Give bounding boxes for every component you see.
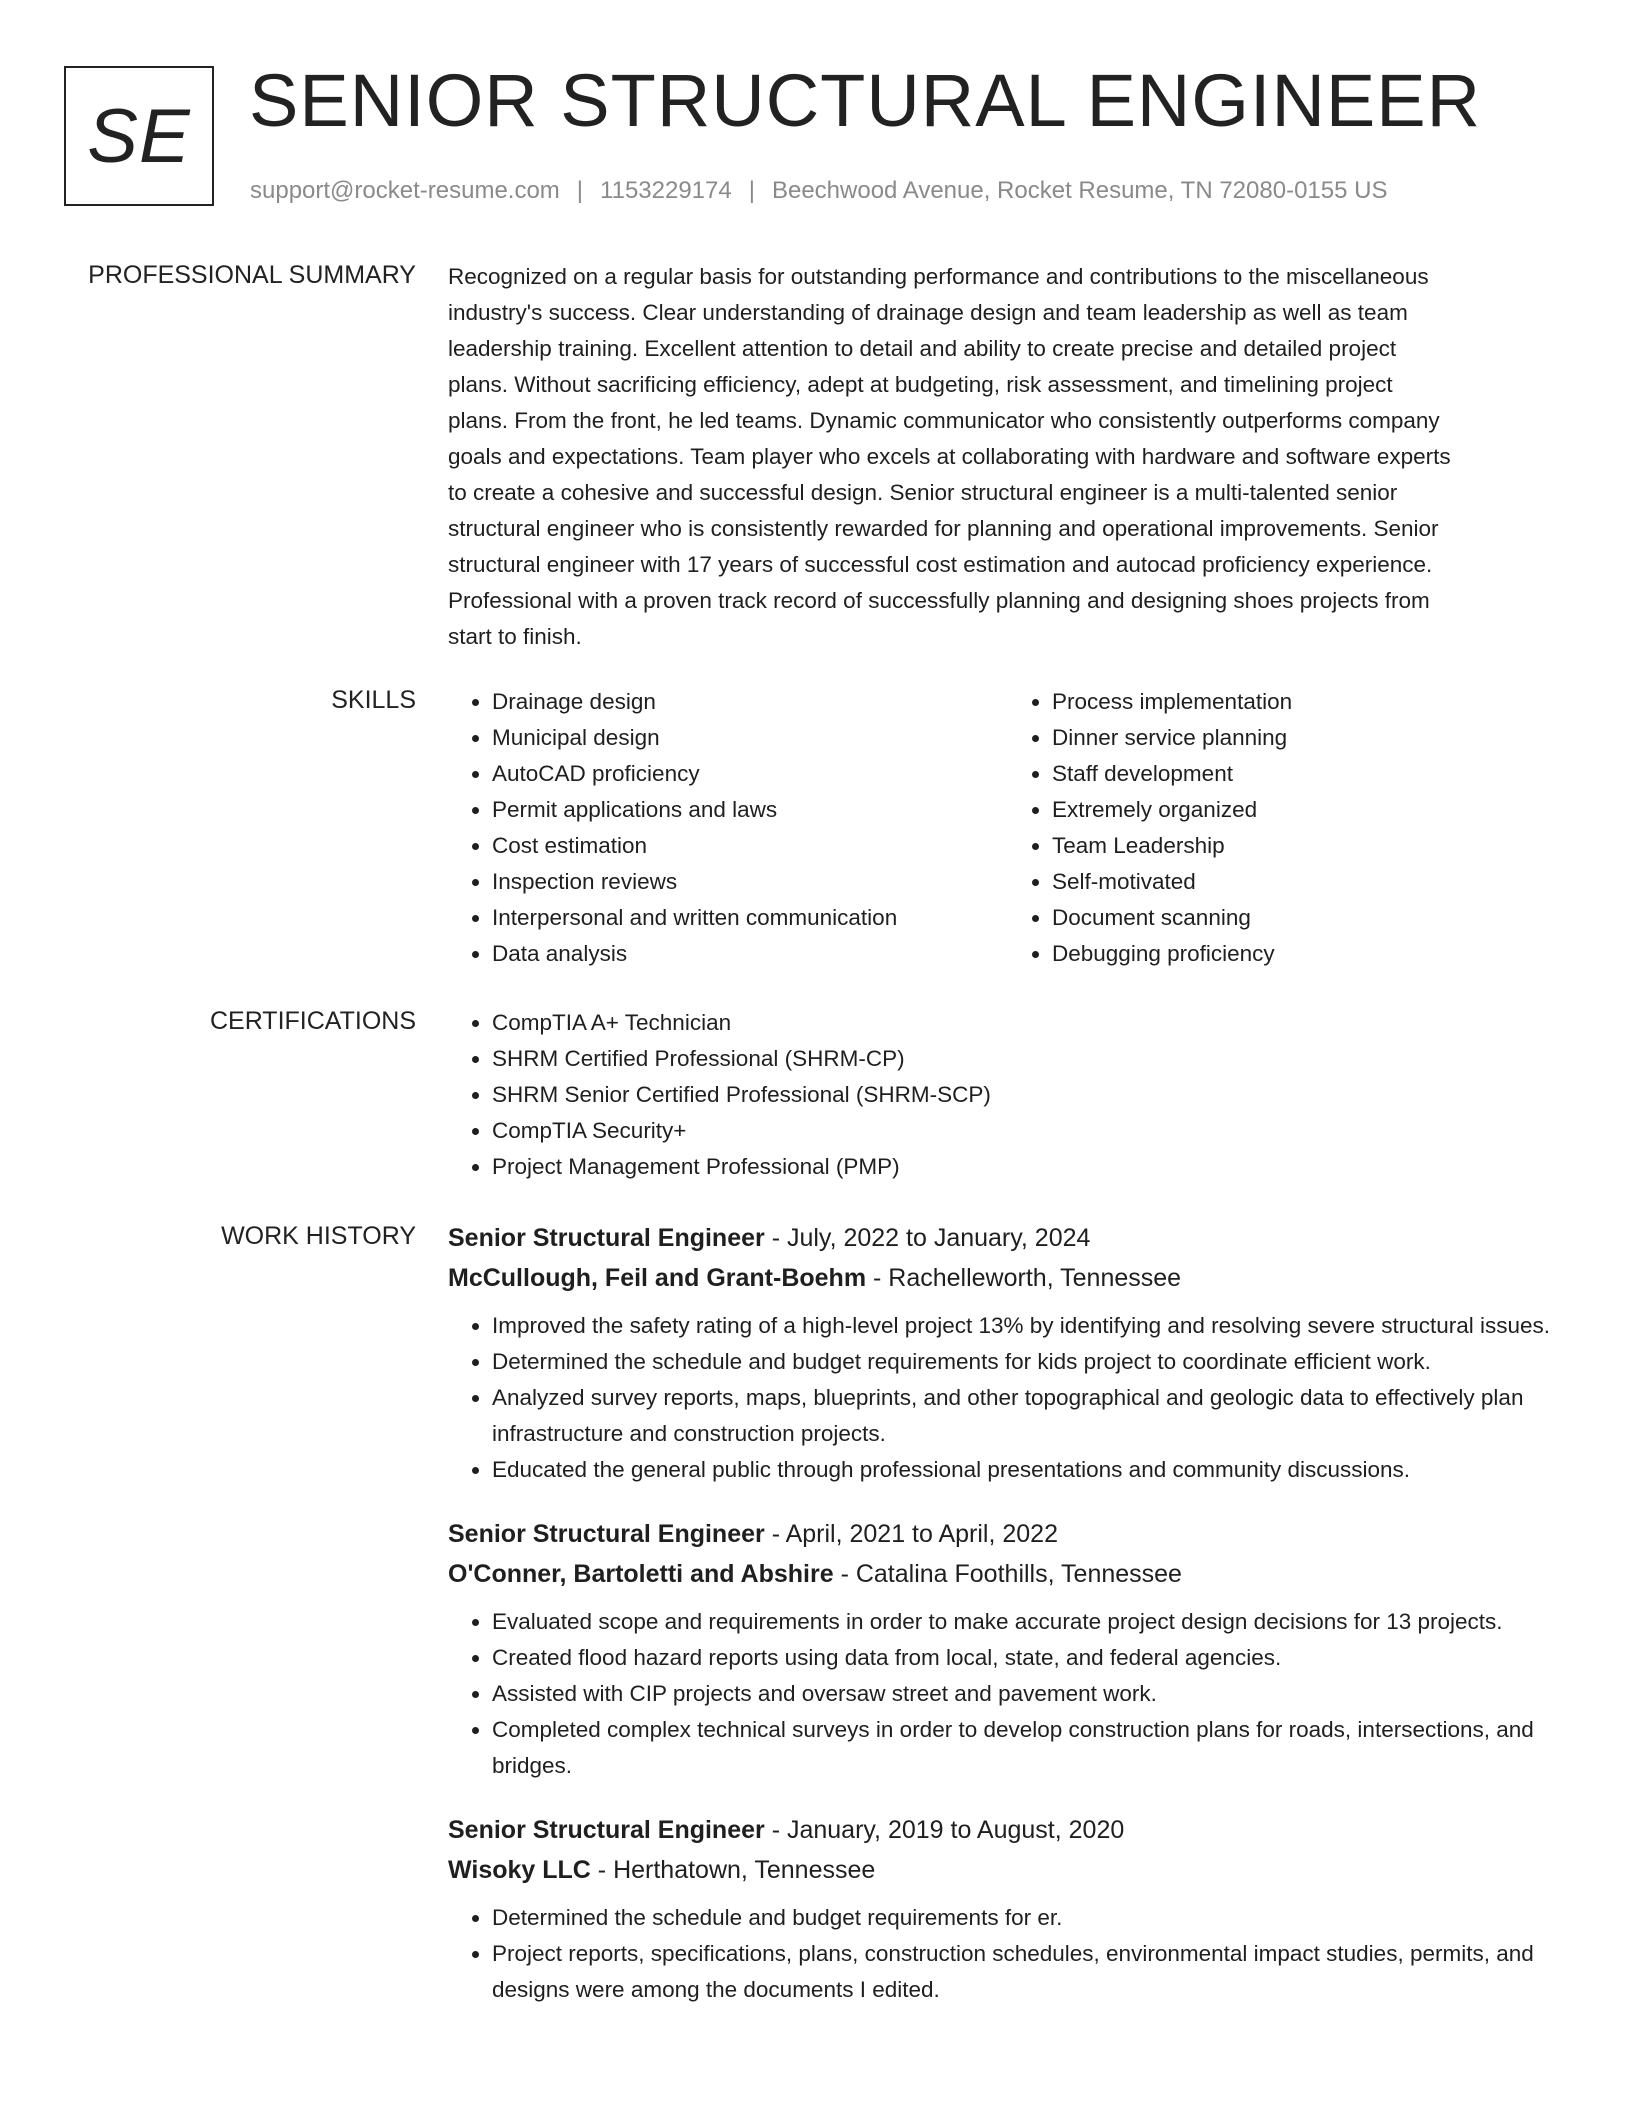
job-bullets — [448, 1604, 1568, 1784]
job-dates: - January, 2019 to August, 2020 — [764, 1816, 1125, 1844]
skill-item: • Extremely organized — [1052, 792, 1568, 828]
work-history-heading: WORK HISTORY — [221, 1222, 416, 1250]
job-company: O'Conner, Bartoletti and Abshire — [448, 1560, 834, 1588]
job-role: Senior Structural Engineer — [448, 1520, 765, 1548]
job-entry — [448, 1514, 1568, 1784]
monogram: SE — [64, 66, 214, 206]
job-bullets — [448, 1308, 1568, 1488]
job-company: Wisoky LLC — [448, 1856, 591, 1884]
certification-item: • CompTIA Security+ — [492, 1113, 1568, 1149]
summary-heading: PROFESSIONAL SUMMARY — [88, 261, 416, 289]
summary-line: Professional with a proven track record of successfully planning and designing shoes projects from — [448, 588, 1430, 613]
job-bullets — [448, 1900, 1568, 2008]
skill-item: • Permit applications and laws — [492, 792, 1008, 828]
summary-line: industry's success. Clear understanding of drainage design and team leadership as well as team — [448, 300, 1408, 325]
job-bullet: • Improved the safety rating of a high-level project 13% by identifying and resolving severe structural issues. — [492, 1308, 1568, 1344]
job-entry — [448, 1218, 1568, 1488]
job-bullet: • Determined the schedule and budget requirements for kids project to coordinate efficient work. — [492, 1344, 1568, 1380]
skill-item: • Data analysis — [492, 936, 1008, 972]
job-dates: - July, 2022 to January, 2024 — [764, 1224, 1091, 1252]
job-bullet: • Assisted with CIP projects and oversaw street and pavement work. — [492, 1676, 1568, 1712]
skill-item: • Team Leadership — [1052, 828, 1568, 864]
skill-item: • AutoCAD proficiency — [492, 756, 1008, 792]
certifications-list — [448, 1005, 1568, 1185]
certifications-heading: CERTIFICATIONS — [209, 1007, 416, 1035]
certification-item: • CompTIA A+ Technician — [492, 1005, 1568, 1041]
summary-line: plans. From the front, he led teams. Dynamic communicator who consistently outperforms company — [448, 408, 1440, 433]
certification-item: • SHRM Senior Certified Professional (SHRM-SCP) — [492, 1077, 1568, 1113]
skills-columns — [448, 684, 1568, 972]
contact-separator: | — [576, 177, 584, 204]
job-location: - Catalina Foothills, Tennessee — [833, 1560, 1182, 1588]
job-role: Senior Structural Engineer — [448, 1224, 765, 1252]
contact-email[interactable]: support@rocket-resume.com — [250, 177, 560, 204]
job-bullet: • Created flood hazard reports using data from local, state, and federal agencies. — [492, 1640, 1568, 1676]
resume-title: SENIOR STRUCTURAL ENGINEER — [249, 59, 1482, 142]
skill-item: • Staff development — [1052, 756, 1568, 792]
skill-item: • Process implementation — [1052, 684, 1568, 720]
job-bullet: • Evaluated scope and requirements in order to make accurate project design decisions for 13 projects. — [492, 1604, 1568, 1640]
contact-line — [250, 176, 1387, 206]
job-dates: - April, 2021 to April, 2022 — [764, 1520, 1058, 1548]
summary-line: start to finish. — [448, 624, 582, 649]
skills-list-left — [448, 684, 1008, 972]
certification-item: • SHRM Certified Professional (SHRM-CP) — [492, 1041, 1568, 1077]
summary-text — [448, 259, 1568, 655]
job-title-line — [448, 1514, 1568, 1554]
skill-item: • Inspection reviews — [492, 864, 1008, 900]
summary-line: goals and expectations. Team player who excels at collaborating with hardware and software experts — [448, 444, 1451, 469]
summary-line: leadership training. Excellent attention to detail and ability to create precise and detailed project — [448, 336, 1397, 361]
certifications-body — [448, 1005, 1568, 1185]
skill-item: • Document scanning — [1052, 900, 1568, 936]
job-company-line — [448, 1850, 1568, 1890]
summary-line: to create a cohesive and successful design. Senior structural engineer is a multi-talented senior — [448, 480, 1398, 505]
job-bullet: • Project reports, specifications, plans, construction schedules, environmental impact studies, permits, and designs were among the documents I edited. — [492, 1936, 1568, 2008]
skill-item: • Drainage design — [492, 684, 1008, 720]
job-company-line — [448, 1258, 1568, 1298]
job-role: Senior Structural Engineer — [448, 1816, 765, 1844]
job-company: McCullough, Feil and Grant-Boehm — [448, 1264, 867, 1292]
job-bullet: • Analyzed survey reports, maps, blueprints, and other topographical and geologic data to effectively plan infrastructure and construction projects. — [492, 1380, 1568, 1452]
skills-list-right — [1008, 684, 1568, 972]
skill-item: • Dinner service planning — [1052, 720, 1568, 756]
job-bullet: • Determined the schedule and budget requirements for er. — [492, 1900, 1568, 1936]
skill-item: • Cost estimation — [492, 828, 1008, 864]
contact-phone[interactable]: 1153229174 — [600, 177, 732, 204]
job-location: - Herthatown, Tennessee — [590, 1856, 876, 1884]
skill-item: • Municipal design — [492, 720, 1008, 756]
job-location: - Rachelleworth, Tennessee — [866, 1264, 1182, 1292]
skill-item: • Self-motivated — [1052, 864, 1568, 900]
summary-line: plans. Without sacrificing efficiency, adept at budgeting, risk assessment, and timelining project — [448, 372, 1393, 397]
summary-line: structural engineer with 17 years of successful cost estimation and autocad proficiency experience. — [448, 552, 1433, 577]
summary-line: structural engineer who is consistently rewarded for planning and operational improvements. Senior — [448, 516, 1439, 541]
job-company-line — [448, 1554, 1568, 1594]
job-bullet: • Completed complex technical surveys in order to develop construction plans for roads, intersections, and bridges. — [492, 1712, 1568, 1784]
job-title-line — [448, 1218, 1568, 1258]
contact-separator: | — [748, 177, 755, 204]
skill-item: • Interpersonal and written communication — [492, 900, 1008, 936]
skill-item: • Debugging proficiency — [1052, 936, 1568, 972]
job-entry — [448, 1810, 1568, 2008]
job-bullet: • Educated the general public through professional presentations and community discussions. — [492, 1452, 1568, 1488]
contact-address: Beechwood Avenue, Rocket Resume, TN 72080-0155 US — [771, 177, 1388, 204]
work-history-body — [448, 1218, 1568, 2034]
skills-heading: SKILLS — [331, 686, 416, 714]
job-title-line — [448, 1810, 1568, 1850]
summary-line: Recognized on a regular basis for outstanding performance and contributions to the miscellaneous — [448, 264, 1429, 289]
certification-item: • Project Management Professional (PMP) — [492, 1149, 1568, 1185]
